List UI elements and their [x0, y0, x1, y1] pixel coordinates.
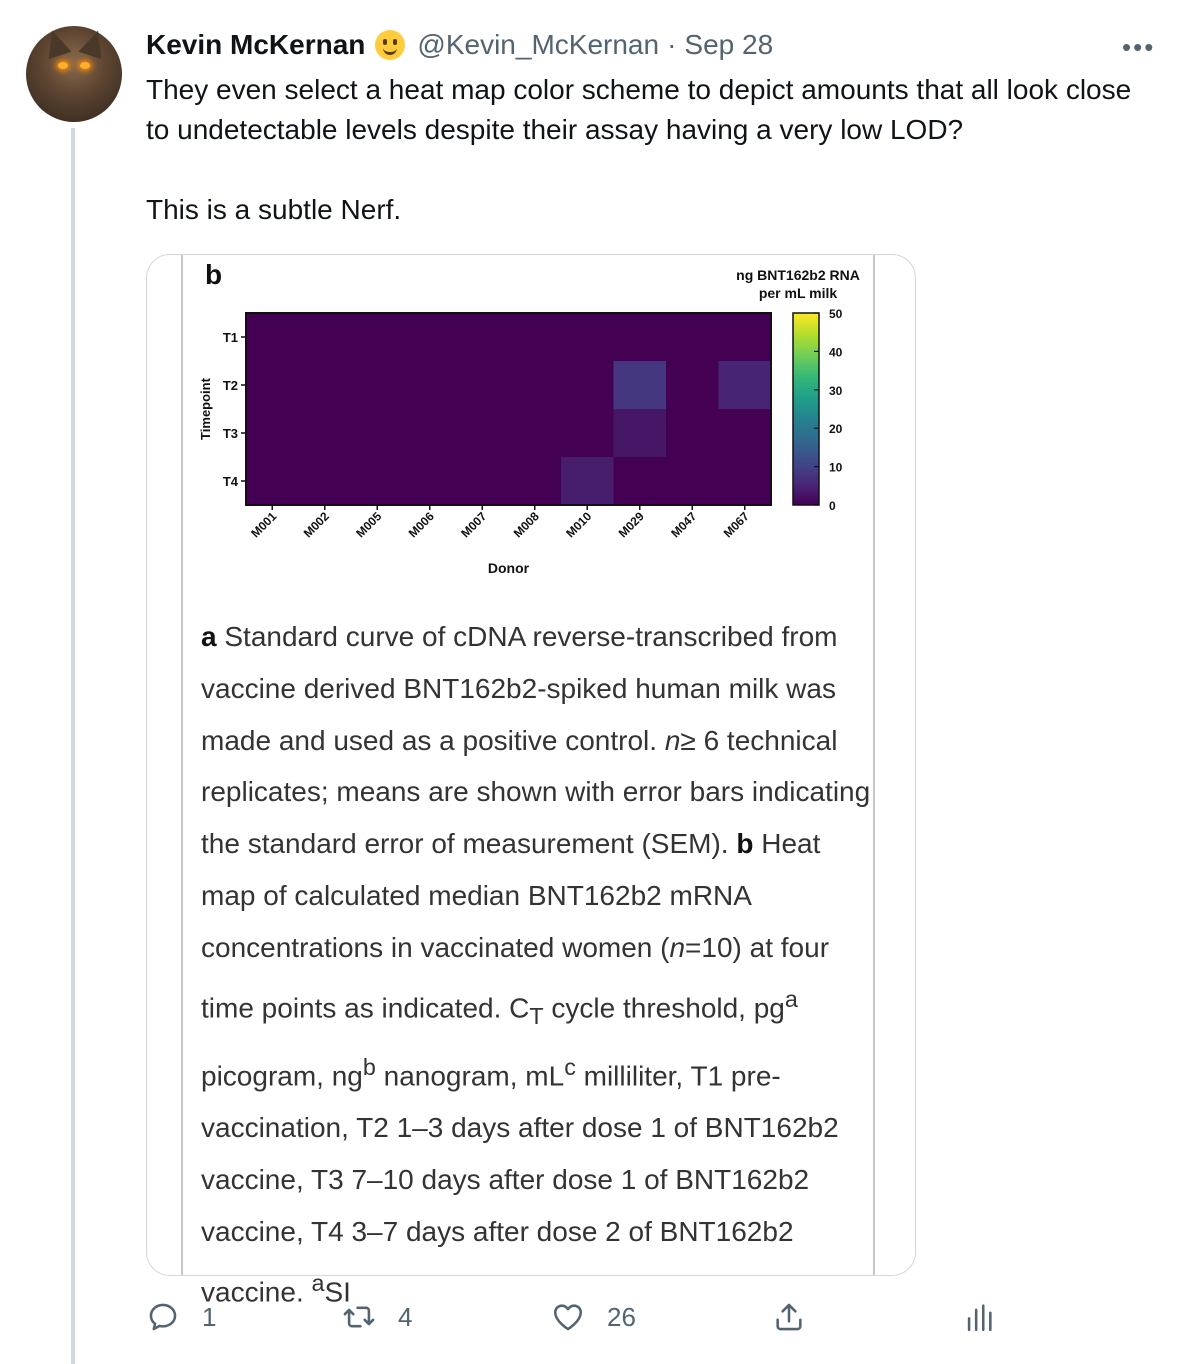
- caption-sub: T: [529, 1002, 544, 1029]
- colorbar-title: ng BNT162b2 RNA: [736, 267, 860, 283]
- colorbar: [793, 313, 819, 505]
- analytics-icon: [962, 1300, 996, 1334]
- x-tick-label: M001: [248, 509, 280, 541]
- colorbar-tick-label: 40: [829, 345, 843, 360]
- heatmap-cell: [404, 457, 457, 506]
- heatmap-cell: [666, 457, 719, 506]
- slightly-smiling-face-icon: [375, 30, 405, 60]
- x-tick-label: M002: [300, 509, 332, 541]
- share-button[interactable]: [772, 1300, 806, 1334]
- caption-text: Standard curve of cDNA reverse-transcribed from vaccine derived BNT162b2-spiked human milk was made and used as a positive control.: [201, 621, 838, 756]
- caption-label-a: a: [201, 621, 217, 652]
- heatmap-cell: [614, 409, 667, 458]
- tweet-text-line: This is a subtle Nerf.: [146, 194, 402, 225]
- colorbar-tick-label: 50: [829, 307, 843, 321]
- y-axis-label: Timepoint: [198, 378, 213, 440]
- avatar[interactable]: [26, 26, 122, 122]
- avatar-ear: [79, 27, 110, 59]
- caption-n: n: [669, 931, 686, 963]
- heatmap-cell: [246, 409, 299, 458]
- heatmap-cell: [719, 313, 772, 362]
- caption-text: Heat map of calculated median BNT162b2 mRNA concentrations in vaccinated women (: [201, 828, 821, 963]
- heatmap-cell: [299, 457, 352, 506]
- caption-text: picogram, ng: [201, 1060, 363, 1092]
- heatmap-cell: [246, 313, 299, 362]
- figure-caption: [201, 611, 881, 1318]
- caption-sup: a: [784, 985, 798, 1012]
- heatmap-cell: [351, 457, 404, 506]
- thread-line: [71, 128, 75, 1364]
- avatar-ear: [41, 27, 72, 59]
- avatar-eye: [58, 62, 68, 69]
- heatmap-cell: [561, 313, 614, 362]
- retweet-button[interactable]: [342, 1300, 412, 1334]
- heatmap-cell: [719, 457, 772, 506]
- heatmap-cell: [404, 409, 457, 458]
- heatmap-cell: [404, 361, 457, 410]
- caption-text: cycle threshold, pg: [551, 991, 785, 1023]
- heatmap-cell: [456, 313, 509, 362]
- colorbar-tick-label: 20: [829, 422, 843, 437]
- heatmap-cell: [351, 409, 404, 458]
- x-tick-label: M007: [458, 509, 490, 541]
- x-tick-label: M010: [563, 509, 595, 541]
- heatmap-cell: [666, 313, 719, 362]
- reply-button[interactable]: [146, 1300, 216, 1334]
- heatmap-cell: [299, 361, 352, 410]
- tweet-text: [146, 70, 1156, 230]
- caption-sup: c: [564, 1054, 576, 1081]
- caption-sup: a: [311, 1269, 325, 1296]
- like-button[interactable]: [551, 1300, 636, 1334]
- caption-text: milliliter, T1 pre-vaccination, T2 1–3 days after dose 1 of BNT162b2 vaccine, T3 7–10 days after dose 1 of BNT162b2 vaccine, T4 3–7 days after dose 2 of BNT162b2 vaccine.: [201, 1060, 839, 1308]
- y-tick-label: T1: [222, 330, 238, 345]
- analytics-button[interactable]: [962, 1300, 996, 1334]
- display-name[interactable]: Kevin McKernan: [146, 29, 366, 60]
- x-tick-label: M029: [615, 509, 647, 541]
- heatmap-cell: [666, 409, 719, 458]
- colorbar-title: per mL milk: [758, 285, 838, 301]
- heatmap-cell: [666, 361, 719, 410]
- heatmap-cell: [614, 313, 667, 362]
- heatmap-cell: [246, 457, 299, 506]
- x-tick-label: M067: [720, 509, 752, 541]
- heatmap-cell: [299, 409, 352, 458]
- share-icon: [772, 1300, 806, 1334]
- avatar-eye: [80, 62, 90, 69]
- y-tick-label: T2: [222, 378, 238, 393]
- x-tick-label: M047: [668, 509, 700, 541]
- heatmap-figure: [147, 255, 915, 595]
- caption-text: nanogram, mL: [383, 1060, 565, 1092]
- heatmap-cell: [719, 361, 772, 410]
- x-axis-label: Donor: [487, 560, 530, 576]
- heatmap-cell: [561, 409, 614, 458]
- retweet-count: 4: [398, 1301, 413, 1332]
- like-count: 26: [607, 1301, 636, 1332]
- colorbar-tick-label: 10: [829, 460, 843, 475]
- tweet-text-line: They even select a heat map color scheme to depict amounts that all look close to undetectable levels despite their assay having a very low LOD?: [146, 74, 1132, 145]
- heatmap-cell: [404, 313, 457, 362]
- heatmap-cell: [561, 361, 614, 410]
- x-tick-label: M005: [353, 509, 385, 541]
- y-tick-label: T3: [222, 426, 238, 441]
- heatmap-cell: [509, 409, 562, 458]
- heatmap-cell: [509, 361, 562, 410]
- caption-sup: b: [362, 1054, 376, 1081]
- heatmap-cell: [456, 457, 509, 506]
- separator-dot: ·: [667, 29, 677, 60]
- caption-n: n: [664, 724, 681, 756]
- heart-icon: [551, 1300, 585, 1334]
- caption-text: SI: [324, 1276, 351, 1308]
- panel-letter: b: [205, 259, 223, 290]
- heatmap-cell: [719, 409, 772, 458]
- reply-count: 1: [202, 1301, 217, 1332]
- retweet-icon: [342, 1300, 376, 1334]
- heatmap-cell: [299, 313, 352, 362]
- x-tick-label: M008: [510, 509, 542, 541]
- caption-label-b: b: [736, 828, 754, 860]
- heatmap-cell: [456, 409, 509, 458]
- heatmap-cell: [509, 313, 562, 362]
- caption-text: ≥ 6 technical replicates; means are shown with error bars indicating the standard error of measurement (SEM).: [201, 724, 871, 860]
- colorbar-tick-label: 0: [829, 499, 836, 513]
- user-handle[interactable]: @Kevin_McKernan: [417, 29, 660, 60]
- heatmap-cell: [351, 361, 404, 410]
- tweet-media-image[interactable]: [146, 254, 916, 1308]
- tweet-header: [146, 26, 773, 64]
- y-tick-label: T4: [222, 474, 238, 489]
- heatmap-cell: [614, 361, 667, 410]
- reply-icon: [146, 1300, 180, 1334]
- x-tick-label: M006: [405, 509, 437, 541]
- colorbar-tick-label: 30: [829, 383, 843, 398]
- more-options-icon[interactable]: •••: [1122, 32, 1156, 62]
- heatmap-cell: [614, 457, 667, 506]
- heatmap-cell: [351, 313, 404, 362]
- heatmap-cell: [509, 457, 562, 506]
- caption-text: =10) at four time points as indicated. C: [201, 931, 830, 1023]
- tweet-date[interactable]: Sep 28: [684, 29, 774, 60]
- heatmap-cell: [246, 361, 299, 410]
- heatmap-cell: [456, 361, 509, 410]
- heatmap-cell: [561, 457, 614, 506]
- tweet-actions: [146, 1300, 1146, 1344]
